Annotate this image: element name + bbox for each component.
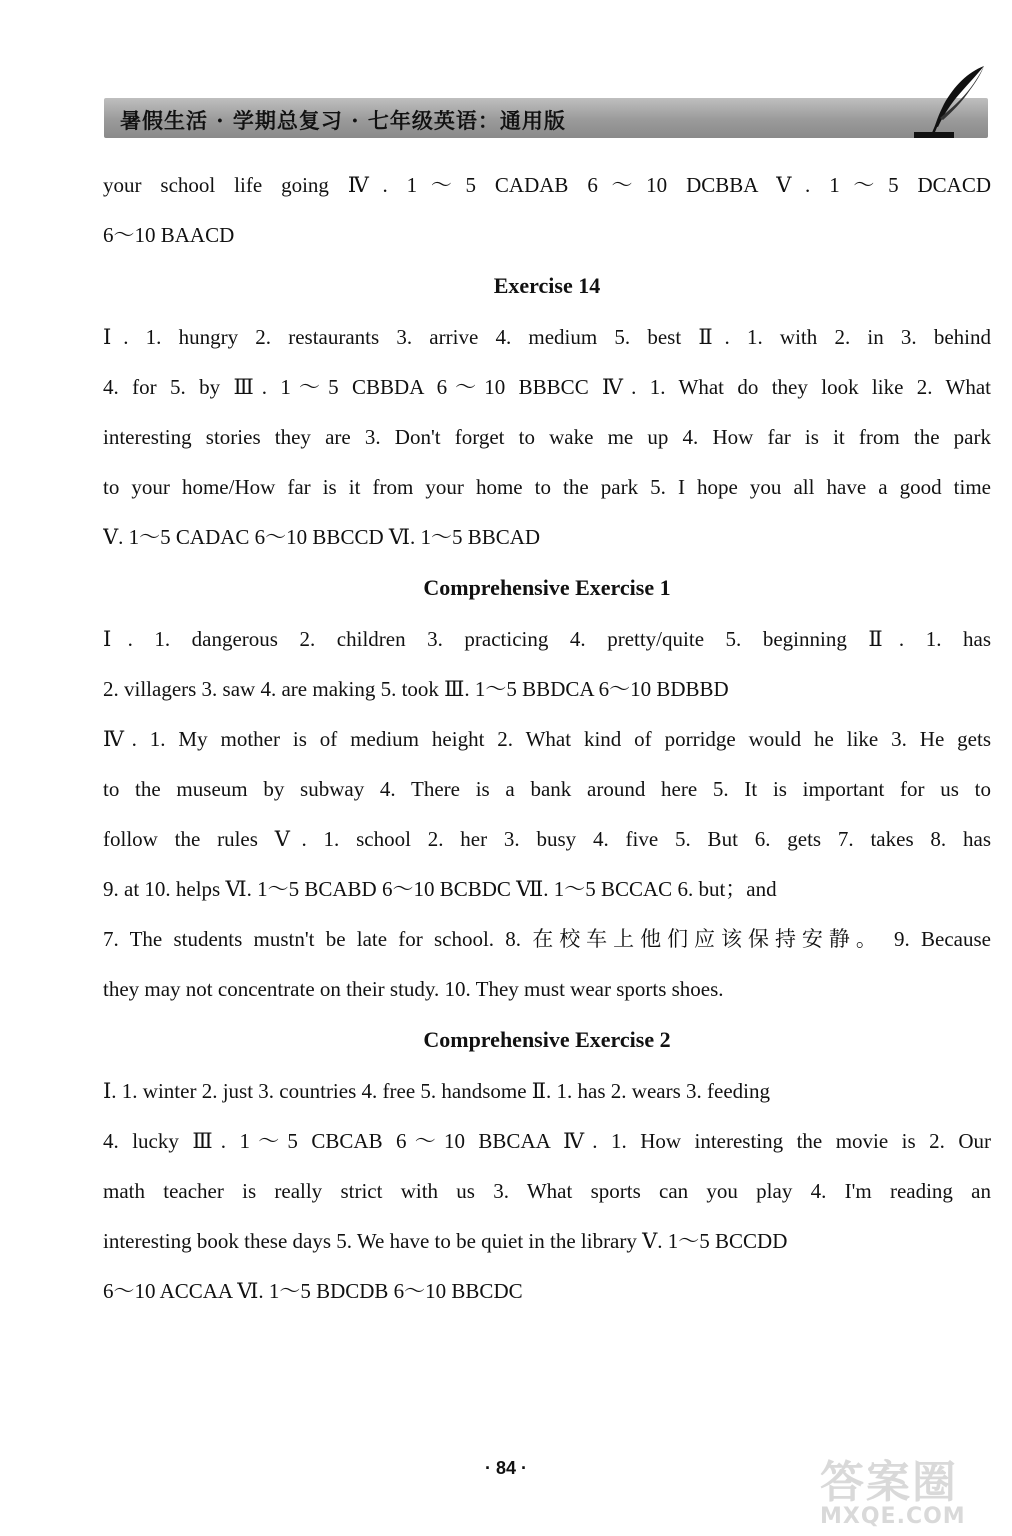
text-line: your school life going Ⅳ. 1～5 CADAB 6～10 DCBBA Ⅴ. 1～5 DCACD (103, 173, 991, 197)
text-line: they may not concentrate on their study. 10. They must wear sports shoes. (103, 977, 724, 1001)
watermark-text: 答案圈 (820, 1457, 958, 1508)
text-line: Ⅴ. 1～5 CADAC 6～10 BBCCD Ⅵ. 1～5 BBCAD (103, 525, 541, 549)
text-line: Ⅰ. 1. hungry 2. restaurants 3. arrive 4. medium 5. best Ⅱ. 1. with 2. in 3. behind (103, 325, 991, 349)
header-title: 暑假生活 · 学期总复习 · 七年级英语：通用版 (120, 108, 566, 133)
watermark-logo (820, 1446, 1000, 1530)
text-line: Ⅰ. 1. dangerous 2. children 3. practicing 4. pretty/quite 5. beginning Ⅱ. 1. has (103, 627, 991, 651)
section-title: Comprehensive Exercise 2 (423, 1027, 671, 1052)
quill-pen-icon (910, 62, 990, 142)
section-title: Comprehensive Exercise 1 (423, 575, 671, 600)
text-line: interesting stories they are 3. Don't forget to wake me up 4. How far is it from the park (103, 425, 991, 449)
watermark-url: MXQE.COM (820, 1504, 966, 1529)
section-title: Exercise 14 (493, 273, 601, 298)
text-line: 6～10 ACCAA Ⅵ. 1～5 BDCDB 6～10 BBCDC (103, 1279, 523, 1303)
answer-content (103, 160, 991, 1316)
text-line: to the museum by subway 4. There is a bank around here 5. It is important for us to (103, 777, 991, 801)
text-line: 6～10 BAACD (103, 223, 235, 247)
text-line: 9. at 10. helps Ⅵ. 1～5 BCABD 6～10 BCBDC Ⅶ. 1～5 BCCAC 6. but；and (103, 877, 777, 901)
text-line: Ⅳ. 1. My mother is of medium height 2. What kind of porridge would he like 3. He gets (103, 727, 991, 751)
text-line: interesting book these days 5. We have to be quiet in the library Ⅴ. 1～5 BCCDD (103, 1229, 788, 1253)
text-line: math teacher is really strict with us 3. What sports can you play 4. I'm reading an (103, 1179, 991, 1203)
text-line: follow the rules Ⅴ. 1. school 2. her 3. busy 4. five 5. But 6. gets 7. takes 8. has (103, 827, 991, 851)
text-line: 4. lucky Ⅲ. 1～5 CBCAB 6～10 BBCAA Ⅳ. 1. How interesting the movie is 2. Our (103, 1129, 991, 1153)
header-banner (104, 98, 988, 138)
page-number: · 84 · (484, 1458, 527, 1478)
text-line: 2. villagers 3. saw 4. are making 5. took Ⅲ. 1～5 BBDCA 6～10 BDBBD (103, 677, 729, 701)
text-line: Ⅰ. 1. winter 2. just 3. countries 4. free 5. handsome Ⅱ. 1. has 2. wears 3. feeding (103, 1079, 770, 1103)
text-line: 4. for 5. by Ⅲ. 1～5 CBBDA 6～10 BBBCC Ⅳ. 1. What do they look like 2. What (103, 375, 991, 399)
text-line: 7. The students mustn't be late for school. 8. 在校车上他们应该保持安静。 9. Because (103, 927, 991, 951)
text-line: to your home/How far is it from your home to the park 5. I hope you all have a good time (103, 475, 991, 499)
